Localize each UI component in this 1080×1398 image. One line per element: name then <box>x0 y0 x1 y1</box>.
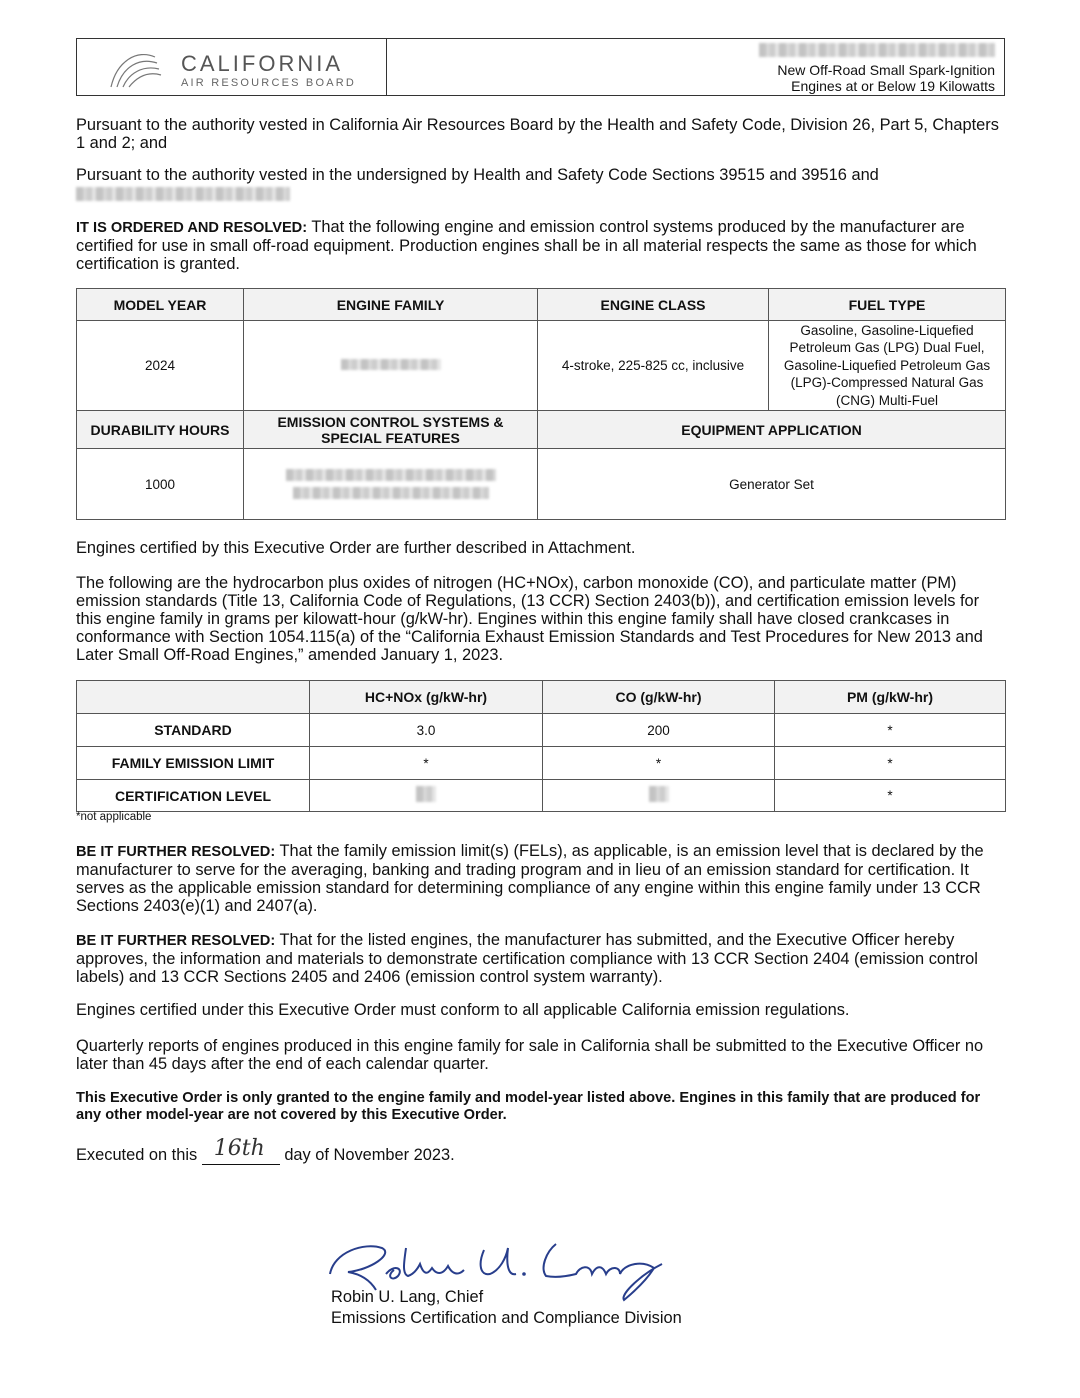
fel-paragraph <box>76 842 1006 915</box>
executed-line <box>76 1136 455 1165</box>
cert-co <box>543 780 775 812</box>
engine-family-value <box>244 321 538 411</box>
carb-logo <box>77 39 387 95</box>
header-line-1: New Off-Road Small Spark-Ignition <box>777 62 995 78</box>
signatory-division: Emissions Certification and Compliance Division <box>331 1309 682 1327</box>
emission-systems-value <box>244 449 538 520</box>
conform-paragraph: Engines certified under this Executive Order must conform to all applicable California emission regulations. <box>76 1001 850 1019</box>
header-right <box>759 43 995 94</box>
fel-text: That the family emission limit(s) (FELs), as applicable, is an emission level that is declared by the manufacturer to serve for the averaging, banking and trading program and in lieu of an emission standard for certification. It serves as the applicable emission standard for determining compliance of any engine within this engine family under 13 CCR Sections 2403(e)(1) and 2407(a). <box>76 842 984 915</box>
standards-paragraph: The following are the hydrocarbon plus oxides of nitrogen (HC+NOx), carbon monoxide (CO), and particulate matter (PM) emission standards (Title 13, California Code of Regulations, (13 CCR) Section 2403(b)), and certification emission levels for this engine family in grams per kilowatt-hour (g/kW-hr). Engines within this engine family shall have closed crankcases in conformance with Section 1054.115(a) of the “California Exhaust Emission Standards and Test Procedures for New 2013 and Later Small Off-Road Engines,” amended January 1, 2023. <box>76 574 983 664</box>
executed-prefix: Executed on this <box>76 1146 198 1164</box>
durability-value: 1000 <box>77 449 244 520</box>
logo-subtitle: AIR RESOURCES BOARD <box>181 77 357 89</box>
engine-class-value: 4-stroke, 225-825 cc, inclusive <box>538 321 769 411</box>
footnote: *not applicable <box>76 811 152 823</box>
cert-pm: * <box>775 780 1006 812</box>
executed-suffix: day of November 2023. <box>284 1146 455 1164</box>
header-engine-family: ENGINE FAMILY <box>244 289 538 321</box>
header-hcnox: HC+NOx (g/kW-hr) <box>310 681 543 714</box>
standard-pm: * <box>775 714 1006 747</box>
executed-day-line <box>202 1136 280 1165</box>
logo-title: CALIFORNIA <box>181 51 344 76</box>
labels-paragraph <box>76 931 1006 986</box>
authority-paragraph-2 <box>76 166 1006 205</box>
standard-co: 200 <box>543 714 775 747</box>
signatory-block <box>331 1287 682 1329</box>
standard-hcnox: 3.0 <box>310 714 543 747</box>
ordered-paragraph <box>76 218 1006 273</box>
ordered-lead: IT IS ORDERED AND RESOLVED: <box>76 220 308 236</box>
header-engine-class: ENGINE CLASS <box>538 289 769 321</box>
labels-text: That for the listed engines, the manufacturer has submitted, and the Executive Officer hereby approves, the information and materials to demonstrate certification compliance with 13 CCR Section 2404 (emission control labels) and 13 CCR Sections 2405 and 2406 (emission control system warranty). <box>76 931 978 986</box>
executed-day: 16th <box>213 1136 265 1161</box>
carb-logo-icon <box>107 43 167 93</box>
header-fuel-type: FUEL TYPE <box>769 289 1006 321</box>
model-year-value: 2024 <box>77 321 244 411</box>
redacted-order-number <box>759 43 995 57</box>
row-label-certification: CERTIFICATION LEVEL <box>77 780 310 812</box>
handwritten-signature <box>324 1234 684 1294</box>
ordered-text: That the following engine and emission control systems produced by the manufacturer are certified for use in small off-road equipment. Production engines shall be in all material respects the same as those for which certification is granted. <box>76 218 977 273</box>
fel-lead: BE IT FURTHER RESOLVED: <box>76 844 276 860</box>
signatory-name: Robin U. Lang, Chief <box>331 1288 484 1306</box>
header-co: CO (g/kW-hr) <box>543 681 775 714</box>
header-pm: PM (g/kW-hr) <box>775 681 1006 714</box>
header-line-2: Engines at or Below 19 Kilowatts <box>791 78 995 94</box>
row-label-standard: STANDARD <box>77 714 310 747</box>
redacted-emission-systems <box>286 469 496 481</box>
redacted-text <box>76 187 290 201</box>
emission-header-blank <box>77 681 310 714</box>
fel-co: * <box>543 747 775 780</box>
header-equipment-application: EQUIPMENT APPLICATION <box>538 411 1006 449</box>
labels-lead: BE IT FURTHER RESOLVED: <box>76 933 276 949</box>
redacted-cert-hcnox <box>416 786 436 802</box>
fel-pm: * <box>775 747 1006 780</box>
fuel-type-value: Gasoline, Gasoline-Liquefied Petroleum Gas (LPG) Dual Fuel, Gasoline-Liquefied Petroleum Gas (LPG)-Compressed Natural Gas (CNG) Multi-Fuel <box>769 321 1006 411</box>
quarterly-paragraph: Quarterly reports of engines produced in this engine family for sale in California shall be submitted to the Executive Officer no later than 45 days after the end of each calendar quarter. <box>76 1037 984 1073</box>
row-label-fel: FAMILY EMISSION LIMIT <box>77 747 310 780</box>
header-model-year: MODEL YEAR <box>77 289 244 321</box>
fel-hcnox: * <box>310 747 543 780</box>
engine-table <box>76 288 1006 520</box>
redacted-emission-systems-2 <box>293 487 489 499</box>
header-durability: DURABILITY HOURS <box>77 411 244 449</box>
equipment-application-value: Generator Set <box>538 449 1006 520</box>
header-emission-systems: EMISSION CONTROL SYSTEMS & SPECIAL FEATURES <box>244 411 538 449</box>
authority-paragraph-2-text: Pursuant to the authority vested in the undersigned by Health and Safety Code Sections 39515 and 39516 and <box>76 166 879 184</box>
scope-paragraph: This Executive Order is only granted to the engine family and model-year listed above. Engines in this family that are produced for any other model-year are not covered by this Executive Order. <box>76 1090 981 1123</box>
emission-table <box>76 680 1006 812</box>
document-header <box>76 38 1005 96</box>
redacted-engine-family <box>341 359 441 370</box>
cert-hcnox <box>310 780 543 812</box>
redacted-cert-co <box>649 786 669 802</box>
attachment-paragraph: Engines certified by this Executive Order are further described in Attachment. <box>76 539 636 557</box>
authority-paragraph-1: Pursuant to the authority vested in California Air Resources Board by the Health and Safety Code, Division 26, Part 5, Chapters 1 and 2; and <box>76 116 999 152</box>
